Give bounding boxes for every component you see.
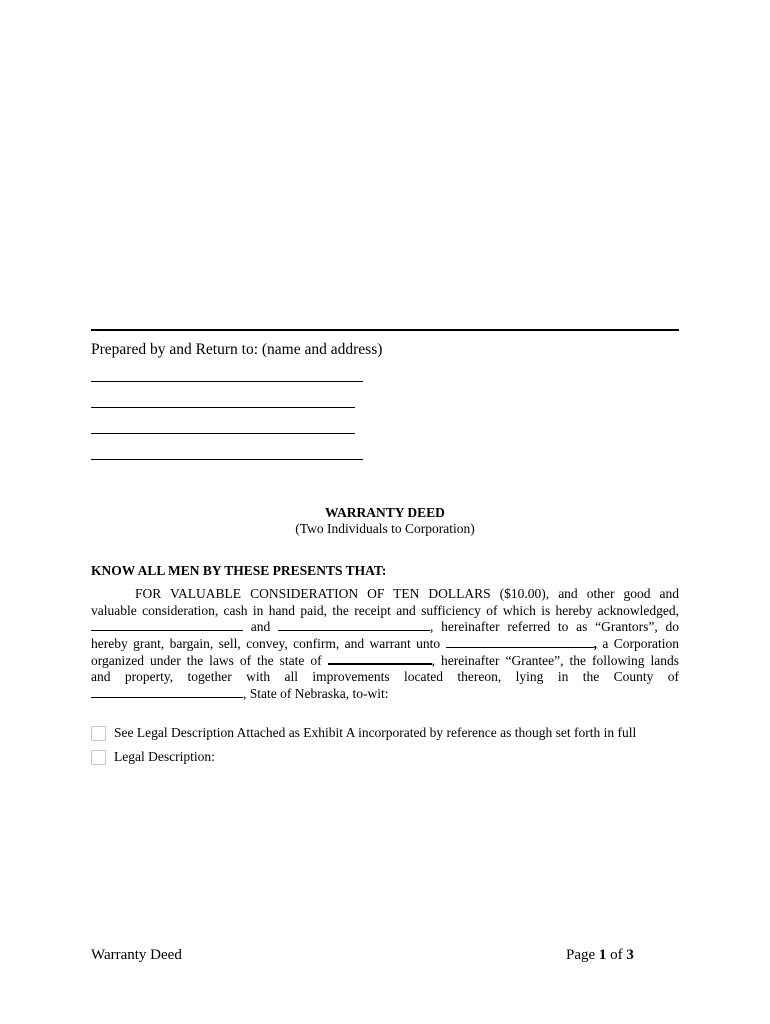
legal-description-checkbox[interactable] [91,750,106,765]
address-line-2[interactable] [91,407,355,408]
address-line-3[interactable] [91,433,355,434]
body-line-6: and property, together with all improvements located thereon, lying in the County of [91,668,679,684]
know-all-heading: KNOW ALL MEN BY THESE PRESENTS THAT: [91,563,387,578]
top-divider [91,329,679,331]
grantor-2-blank[interactable] [278,619,430,631]
deed-subtitle: (Two Individuals to Corporation) [295,521,475,536]
prepared-by-label: Prepared by and Return to: (name and address) [91,341,383,358]
body-line-5: organized under the laws of the state of , hereinafter “Grantee”, the following lands [91,653,680,669]
address-line-1[interactable] [91,381,363,382]
body-line-3: and , hereinafter referred to as “Grantors”, do [91,619,679,636]
body-line-1: FOR VALUABLE CONSIDERATION OF TEN DOLLARS ($10.00), and other good and [135,586,679,601]
deed-body [91,586,679,702]
state-blank[interactable] [328,652,432,665]
body-line-4: hereby grant, bargain, sell, convey, confirm, and warrant unto , a Corporation [91,635,680,651]
exhibit-checkbox[interactable] [91,726,106,741]
exhibit-option[interactable] [91,725,636,741]
address-line-4[interactable] [91,459,363,460]
legal-description-option[interactable] [91,749,215,765]
deed-title: WARRANTY DEED [325,505,445,520]
body-line-2: valuable consideration, cash in hand paid, the receipt and sufficiency of which is hereby acknowledged, [91,602,679,618]
grantee-blank[interactable] [446,636,594,648]
total-pages: 3 [626,947,634,963]
body-line-7: , State of Nebraska, to-wit: [91,686,679,703]
exhibit-label: See Legal Description Attached as Exhibit A incorporated by reference as though set forth in full [114,725,637,740]
current-page: 1 [598,947,607,963]
footer-page-number: Page 1 of 3 [566,947,634,963]
county-blank[interactable] [91,686,243,698]
grantor-1-blank[interactable] [91,619,243,631]
footer-doc-name: Warranty Deed [91,947,182,963]
legal-description-label: Legal Description: [114,749,215,764]
